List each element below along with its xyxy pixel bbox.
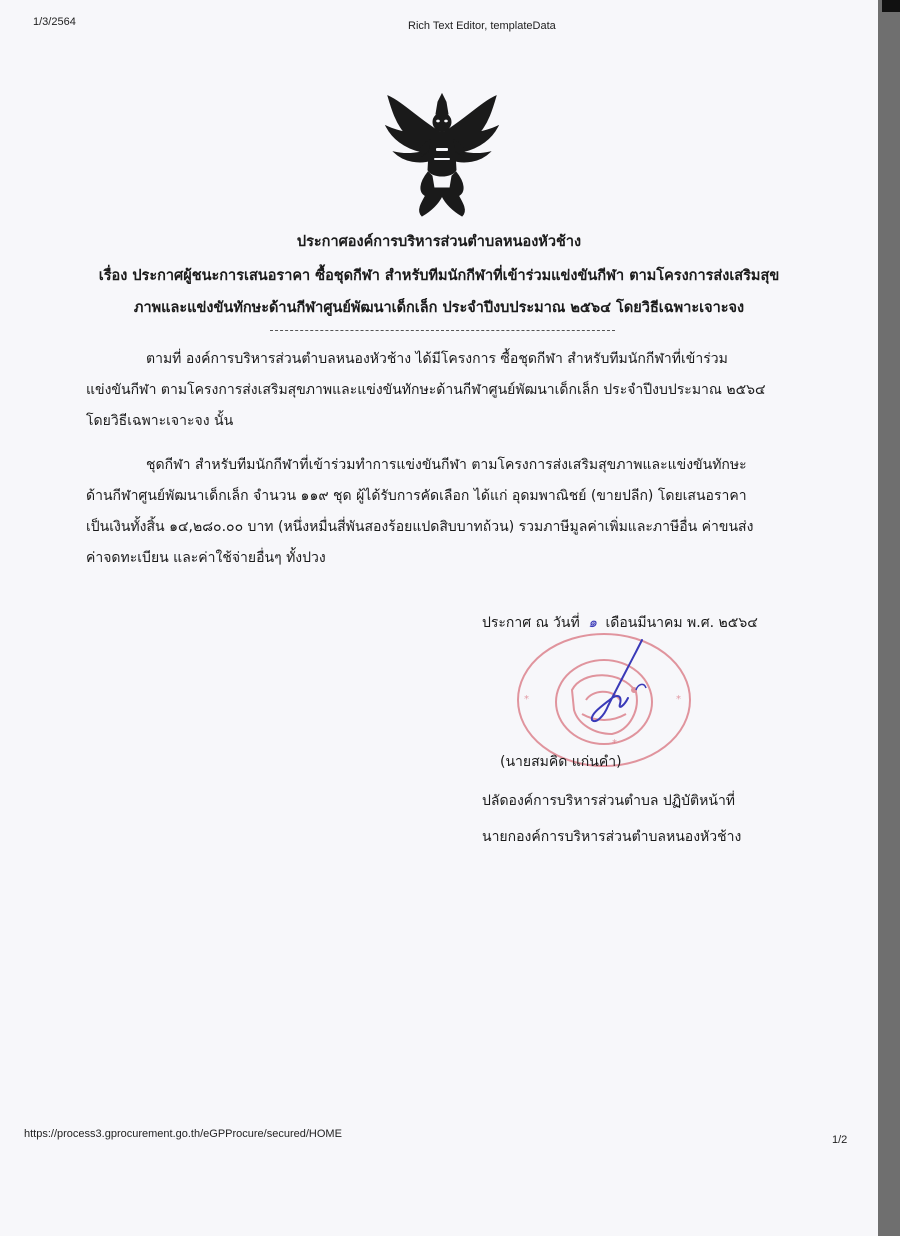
paragraph-2-line-3: เป็นเงินทั้งสิ้น ๑๔,๒๘๐.๐๐ บาท (หนึ่งหมื่นสี่พันสองร้อยแปดสิบบาทถ้วน) รวมภาษีมูลค่าเพิ่มและภาษีอื่น ค่าขนส่ง <box>86 519 754 535</box>
header-title: Rich Text Editor, templateData <box>408 20 556 32</box>
signer-position-1: ปลัดองค์การบริหารส่วนตำบล ปฏิบัติหน้าที่ <box>482 793 736 809</box>
signer-position-2: นายกองค์การบริหารส่วนตำบลหนองหัวช้าง <box>482 829 742 845</box>
announcement-day: ๑ <box>588 615 598 631</box>
paragraph-1-line-1: ตามที่ องค์การบริหารส่วนตำบลหนองหัวช้าง ได้มีโครงการ ซื้อชุดกีฬา สำหรับทีมนักกีฬาที่เข้าร่วม <box>146 351 728 367</box>
announcement-subject-line1: เรื่อง ประกาศผู้ชนะการเสนอราคา ซื้อชุดกีฬา สำหรับทีมนักกีฬาที่เข้าร่วมแข่งขันกีฬา ตามโครงการส่งเสริมสุข <box>98 268 780 284</box>
paragraph-2 <box>86 450 790 574</box>
footer-url: https://process3.gprocurement.go.th/eGPProcure/secured/HOME <box>24 1128 342 1140</box>
scan-edge <box>878 0 900 1236</box>
announcement-subject-line2: ภาพและแข่งขันทักษะด้านกีฬาศูนย์พัฒนาเด็กเล็ก ประจำปีงบประมาณ ๒๕๖๔ โดยวิธีเฉพาะเจาะจง <box>133 300 745 316</box>
paragraph-2-line-4: ค่าจดทะเบียน และค่าใช้จ่ายอื่นๆ ทั้งปวง <box>86 550 326 566</box>
svg-text:*: * <box>524 694 529 705</box>
paragraph-1-line-3: โดยวิธีเฉพาะเจาะจง นั้น <box>86 413 234 429</box>
announcement-date: ประกาศ ณ วันที่ ๑ เดือนมีนาคม พ.ศ. ๒๕๖๔ <box>482 615 758 631</box>
handwritten-signature <box>578 636 668 732</box>
svg-text:*: * <box>612 738 617 749</box>
paragraph-2-line-2: ด้านกีฬาศูนย์พัฒนาเด็กเล็ก จำนวน ๑๑๙ ชุด ผู้ได้รับการคัดเลือก ได้แก่ อุดมพาณิชย์ (ขายปลีก) โดยเสนอราคา <box>86 488 747 504</box>
footer-page-number: 1/2 <box>832 1134 848 1146</box>
announcement-org: ประกาศองค์การบริหารส่วนตำบลหนองหัวช้าง <box>296 234 582 250</box>
paragraph-2-line-1: ชุดกีฬา สำหรับทีมนักกีฬาที่เข้าร่วมทำการแข่งขันกีฬา ตามโครงการส่งเสริมสุขภาพและแข่งขันทักษะ <box>146 457 747 473</box>
signer-name: (นายสมคิด แก่นคำ) <box>500 754 622 770</box>
title-divider <box>270 330 615 331</box>
scan-edge-corner <box>882 0 900 12</box>
header-date: 1/3/2564 <box>33 16 76 28</box>
paragraph-1 <box>86 344 790 437</box>
paragraph-1-line-2: แข่งขันกีฬา ตามโครงการส่งเสริมสุขภาพและแข่งขันทักษะด้านกีฬาศูนย์พัฒนาเด็กเล็ก ประจำปีงบประมาณ ๒๕๖๔ <box>86 382 766 398</box>
garuda-emblem-icon <box>382 92 502 220</box>
svg-text:*: * <box>676 694 681 705</box>
